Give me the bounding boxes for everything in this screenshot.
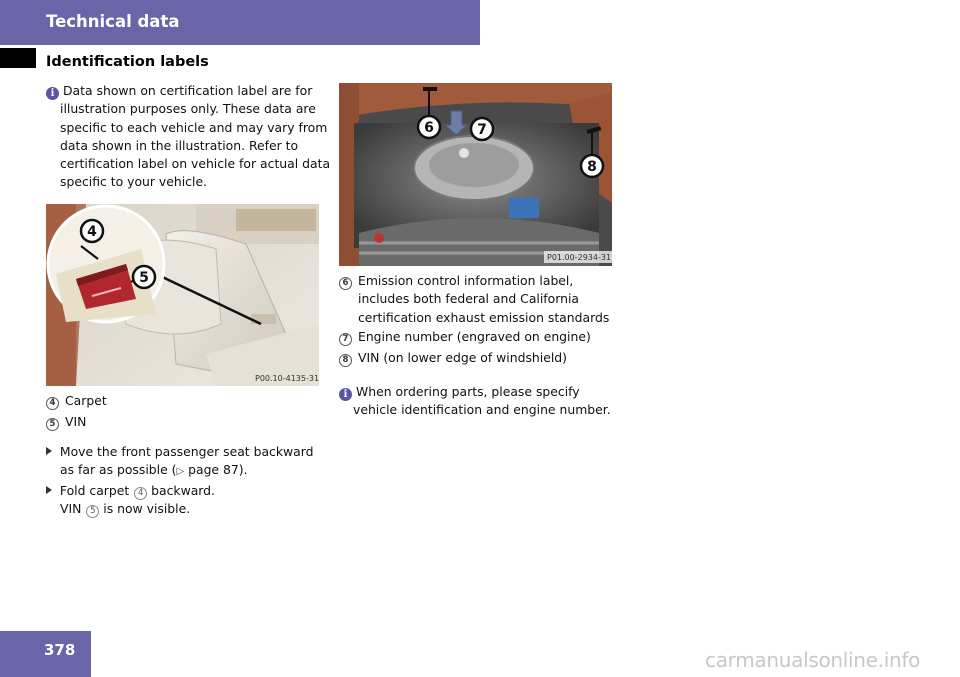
legend-item-emission-label [339, 272, 629, 327]
inline-callout: 5 [86, 505, 99, 518]
page-ref-link[interactable]: page 87). [184, 462, 248, 478]
page-number-box [0, 631, 91, 677]
step-move-seat-line1: Move the front passenger seat backward [46, 443, 314, 461]
right-image-code: P01.00-2934-31 [547, 253, 612, 262]
legend-label: Carpet [65, 393, 107, 408]
section-tab [0, 48, 36, 68]
callout-7: 7 [477, 122, 487, 138]
legend-callout: 4 [46, 397, 59, 410]
left-info-line: i Data shown on certification label are for [46, 82, 331, 100]
callout-6: 6 [424, 120, 434, 136]
callout-4: 4 [87, 224, 97, 240]
page-number: 378 [44, 641, 76, 659]
step-arrow-icon [46, 486, 52, 494]
left-info-line: specific to each vehicle and may vary from [60, 119, 328, 135]
legend-item-engine-number [339, 328, 591, 346]
legend-label: VIN (on lower edge of windshield) [358, 350, 567, 365]
inline-callout: 4 [134, 487, 147, 500]
right-info-line: i When ordering parts, please specify [339, 383, 629, 401]
header-bar [0, 0, 480, 45]
legend-line: 6 Emission control information label, [339, 272, 629, 290]
legend-callout: 5 [46, 418, 59, 431]
step-move-seat [46, 443, 314, 482]
right-info-note [339, 383, 629, 420]
watermark: carmanualsonline.info [705, 648, 921, 672]
step-arrow-icon [46, 447, 52, 455]
left-info-line: specific to your vehicle. [60, 174, 207, 190]
legend-item-vin [46, 413, 86, 431]
step-fold-carpet-line1: Fold carpet 4 backward. [46, 482, 215, 500]
callout-8: 8 [587, 159, 597, 175]
left-info-line: data shown in the illustration. Refer to [60, 137, 299, 153]
left-info-note [46, 82, 331, 192]
info-icon: i [46, 87, 59, 100]
header-title: Technical data [46, 12, 180, 31]
info-icon: i [339, 388, 352, 401]
right-info-line: vehicle identification and engine number. [353, 402, 611, 418]
step-fold-carpet [46, 482, 215, 519]
legend-item-vin-windshield [339, 349, 567, 367]
legend-label: Engine number (engraved on engine) [358, 329, 591, 344]
legend-callout: 7 [339, 333, 352, 346]
legend-line: includes both federal and California [358, 291, 580, 307]
section-title: Identification labels [46, 54, 209, 70]
engine-bay-illustration [339, 83, 612, 266]
step-fold-carpet-line2: VIN 5 is now visible. [60, 501, 191, 517]
seat-carpet-illustration [46, 204, 319, 386]
callout-5: 5 [139, 270, 149, 286]
left-image-code: P00.10-4135-31 [255, 374, 319, 383]
left-info-line: certification label on vehicle for actual data [60, 156, 331, 172]
legend-label: VIN [65, 414, 87, 429]
legend-line: certification exhaust emission standards [358, 309, 610, 325]
legend-callout: 8 [339, 354, 352, 367]
legend-callout: 6 [339, 277, 352, 290]
left-info-line: illustration purposes only. These data are [60, 101, 316, 117]
legend-item-carpet [46, 392, 107, 410]
page-ref-icon: ▷ [176, 466, 185, 478]
step-move-seat-line2: as far as possible (▷ page 87). [60, 462, 248, 478]
